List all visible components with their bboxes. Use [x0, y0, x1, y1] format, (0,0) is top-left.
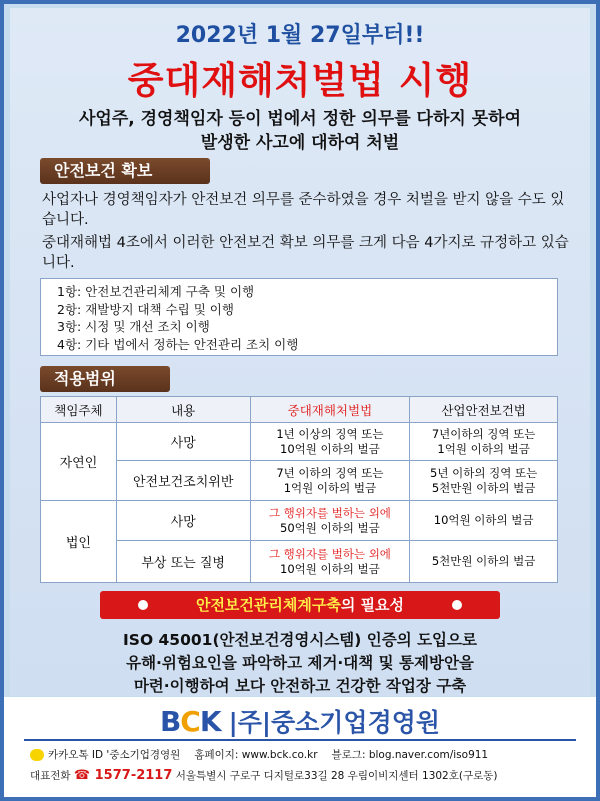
- law1-line: 1년 이상의 징역 또는: [276, 426, 384, 441]
- law1-line: 그 행위자를 벌하는 외에: [268, 505, 391, 520]
- subject-natural-person: 자연인: [41, 423, 117, 501]
- section-label-safety: 안전보건 확보: [40, 158, 210, 184]
- table-row: [41, 501, 558, 541]
- law1-line: 7년 이하의 징역 또는: [276, 465, 384, 480]
- law2-line: 1억원 이하의 벌금: [437, 441, 530, 456]
- blog-link[interactable]: 블로그: blog.naver.com/iso911: [331, 749, 489, 761]
- list-item: 3항: 시정 및 개선 조치 이행: [57, 319, 210, 334]
- necessity-banner: [100, 591, 500, 619]
- section-label-scope: 적용범위: [40, 366, 170, 392]
- scope-table: [40, 396, 558, 583]
- table-header-row: [41, 397, 558, 423]
- law2-cell: [410, 423, 558, 461]
- footer-divider: [24, 739, 576, 741]
- table-row: [41, 461, 558, 501]
- subtitle-line-2: 발생한 사고에 대하여 처벌: [200, 133, 400, 153]
- phone-number[interactable]: ☎ 1577-2117: [73, 768, 173, 783]
- header-industrial-safety-law: 산업안전보건법: [410, 397, 558, 423]
- contact-line-1: [30, 747, 488, 762]
- duty-list: [40, 278, 558, 356]
- list-item: 1항: 안전보건관리체계 구축 및 이행: [57, 284, 255, 299]
- address: 서울특별시 구로구 디지털로33길 28 우림이비지센터 1302호(구로동): [175, 770, 498, 782]
- kakaotalk-icon: [30, 749, 44, 761]
- subject-corporation: 법인: [41, 501, 117, 583]
- footer: [4, 697, 596, 797]
- content-cell: 사망: [116, 501, 250, 541]
- contact-line-2: [30, 768, 498, 783]
- header-content: 내용: [116, 397, 250, 423]
- header-subject: 책임주체: [41, 397, 117, 423]
- law1-line: 10억원 이하의 벌금: [280, 441, 380, 456]
- subtitle-line-1: 사업주, 경영책임자 등이 법에서 정한 의무를 다하지 못하여: [78, 109, 521, 129]
- bullet-dot-icon: [452, 600, 462, 610]
- homepage-link[interactable]: 홈페이지: www.bck.co.kr: [194, 749, 318, 761]
- law1-cell: [250, 501, 410, 541]
- law2-cell: 10억원 이하의 벌금: [410, 501, 558, 541]
- date-line: 2022년 1월 27일부터!!: [175, 23, 425, 48]
- law1-line: 50억원 이하의 벌금: [280, 520, 380, 535]
- law2-line: 7년이하의 징역 또는: [431, 426, 536, 441]
- content-cell: 안전보건조치위반: [116, 461, 250, 501]
- company-logo: [4, 703, 596, 737]
- tel-label: 대표전화: [30, 770, 71, 782]
- list-item: 2항: 재발방지 대책 수립 및 이행: [57, 301, 234, 317]
- law1-cell: [250, 423, 410, 461]
- section1-paragraph-1: 사업자나 경영책임자가 안전보건 의무를 준수하였을 경우 처벌을 받지 않을 수도 있습니다.: [42, 192, 565, 228]
- law1-line: 1억원 이하의 벌금: [283, 480, 377, 495]
- law1-cell: [250, 541, 410, 583]
- logo-letter-k: K: [199, 705, 221, 738]
- content-cell: 사망: [116, 423, 250, 461]
- section1-paragraph-2: 중대재해법 4조에서 이러한 안전보건 확보 의무를 크게 다음 4가지로 규정하고 있습니다.: [42, 235, 569, 271]
- banner-rest: 의 필요성: [340, 596, 405, 614]
- header-serious-accident-law: 중대재해처벌법: [250, 397, 410, 423]
- iso-line-3: 마련·이행하여 보다 안전하고 건강한 작업장 구축: [133, 677, 467, 695]
- banner-highlight: 안전보건관리체계구축: [195, 596, 341, 614]
- kakao-id: 카카오톡 ID '중소기업경영원: [48, 749, 181, 761]
- law1-line: 그 행위자를 벌하는 외에: [268, 546, 391, 561]
- main-title: 중대재해처벌법 시행: [127, 59, 473, 102]
- law1-cell: [250, 461, 410, 501]
- logo-letter-b: B: [159, 705, 181, 738]
- law1-line: 10억원 이하의 벌금: [280, 561, 380, 576]
- table-row: [41, 423, 558, 461]
- law2-line: 5천만원 이하의 벌금: [431, 480, 536, 495]
- list-item: 4항: 기타 법에서 정하는 안전관리 조치 이행: [57, 336, 299, 352]
- law2-cell: [410, 461, 558, 501]
- logo-letter-c: C: [180, 705, 200, 738]
- law2-cell: 5천만원 이하의 벌금: [410, 541, 558, 583]
- law2-line: 5년 이하의 징역 또는: [430, 465, 538, 480]
- bullet-dot-icon: [138, 600, 148, 610]
- iso-line-1: ISO 45001(안전보건경영시스템) 인증의 도입으로: [123, 631, 477, 649]
- table-row: [41, 541, 558, 583]
- iso-line-2: 유해·위험요인을 파악하고 제거·대책 및 통제방안을: [126, 654, 474, 672]
- content-cell: 부상 또는 질병: [116, 541, 250, 583]
- company-name: |주|중소기업경영원: [228, 708, 441, 737]
